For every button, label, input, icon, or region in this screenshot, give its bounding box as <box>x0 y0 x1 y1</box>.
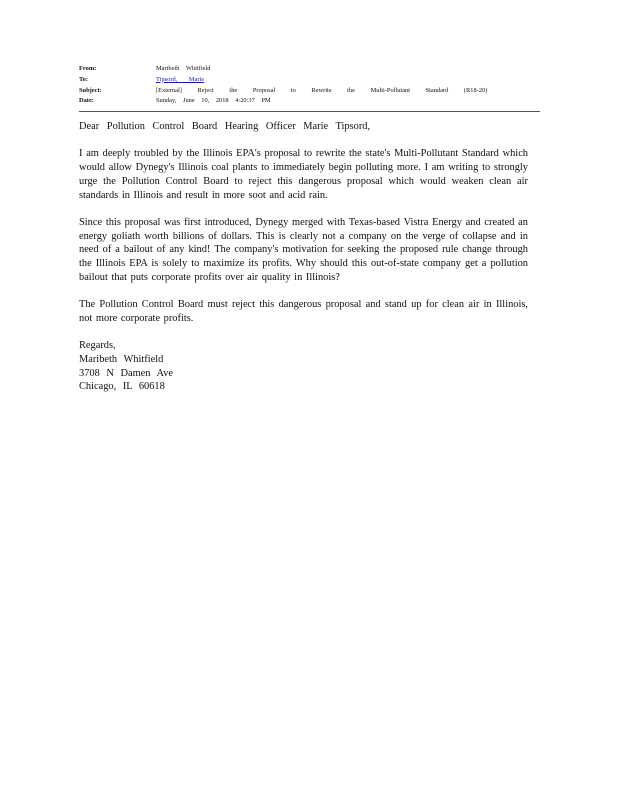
to-label: To: <box>79 75 88 83</box>
from-row <box>79 64 539 75</box>
to-recipient-link[interactable]: Tipsord, Marie <box>156 75 205 83</box>
letter-body <box>79 120 528 394</box>
letter-paragraph-3: The Pollution Control Board must reject this dangerous proposal and stand up for clean air in Illinois, not more corporate profits. <box>79 299 528 324</box>
signature-address: 3708 N Damen Ave <box>79 367 174 379</box>
letter-paragraph-2: Since this proposal was first introduced, Dynegy merged with Texas-based Vistra Energy and created an energy goliath worth billions of dollars. This is clearly not a company on the verge of collapse and in need of a bailout of any kind! The company's motivation for seeking the proposed rule change through the Illinois EPA is solely to maximize its profits. Why should this out-of-state company get a pollution bailout that puts corporate profits over air quality in Illinois? <box>79 216 528 283</box>
letter-greeting: Dear Pollution Control Board Hearing Officer Marie Tipsord, <box>79 121 371 132</box>
email-header <box>79 64 539 107</box>
signature-city: Chicago, IL 60618 <box>79 381 165 393</box>
subject-row <box>79 86 539 97</box>
letter-signature <box>79 339 528 394</box>
signature-name: Maribeth Whitfield <box>79 353 164 365</box>
from-value: Maribeth Whitfield <box>156 65 211 72</box>
subject-value: [External] Reject the Proposal to Rewrite the Multi-Pollutant Standard (R18-20) <box>156 86 488 94</box>
to-row <box>79 75 539 86</box>
from-label: From: <box>79 65 97 72</box>
letter-paragraph-1: I am deeply troubled by the Illinois EPA's proposal to rewrite the state's Multi-Pollutant Standard which would allow Dynegy's Illinois coal plants to immediately begin polluting more. I am writing to strongly urge the Pollution Control Board to reject this dangerous proposal which would weaken clean air standards in Illinois and result in more soot and acid rain. <box>79 148 528 201</box>
date-label: Date: <box>79 97 94 105</box>
date-row <box>79 96 539 107</box>
date-value: Sunday, June 10, 2018 4:20:37 PM <box>156 97 271 105</box>
header-divider <box>79 111 540 112</box>
letter-closing: Regards, <box>79 340 116 352</box>
subject-label: Subject: <box>79 86 102 94</box>
